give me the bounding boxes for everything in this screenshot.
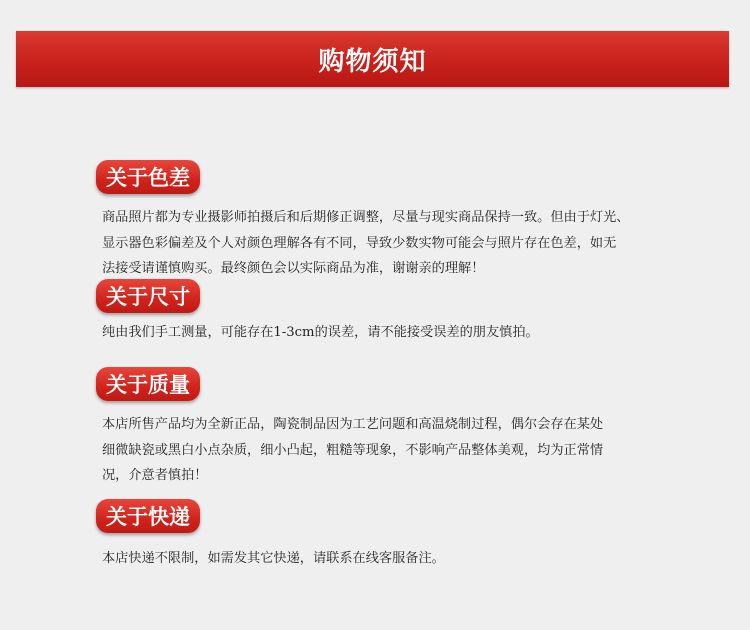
text-line: 况，介意者慎拍！ — [102, 468, 208, 483]
text-line: 细微缺瓷或黑白小点杂质，细小凸起，粗糙等现象，不影响产品整体美观，均为正常情 — [102, 442, 604, 458]
section-badge-color-difference: 关于色差 — [96, 160, 200, 194]
section-text-color-difference — [102, 205, 722, 282]
section-text-size — [102, 320, 722, 346]
section-text-delivery — [102, 546, 722, 572]
text-line: 法接受请谨慎购买。最终颜色会以实际商品为准，谢谢亲的理解！ — [102, 261, 485, 276]
section-badge-quality: 关于质量 — [96, 367, 200, 401]
text-line: 纯由我们手工测量，可能存在1-3cm的误差，请不能接受误差的朋友慎拍。 — [102, 325, 539, 340]
text-line: 显示器色彩偏差及个人对颜色理解各有不同，导致少数实物可能会与照片存在色差，如无 — [102, 235, 617, 251]
section-text-quality — [102, 412, 722, 489]
section-badge-delivery: 关于快递 — [96, 499, 200, 533]
text-line: 本店快递不限制，如需发其它快递，请联系在线客服备注。 — [102, 551, 445, 566]
page-title: 购物须知 — [318, 46, 427, 77]
header-banner — [16, 31, 729, 87]
text-line: 商品照片都为专业摄影师拍摄后和后期修正调整，尽量与现实商品保持一致。但由于灯光、 — [102, 210, 630, 225]
text-line: 本店所售产品均为全新正品，陶瓷制品因为工艺问题和高温烧制过程，偶尔会存在某处 — [102, 417, 604, 432]
section-badge-size: 关于尺寸 — [96, 279, 200, 313]
